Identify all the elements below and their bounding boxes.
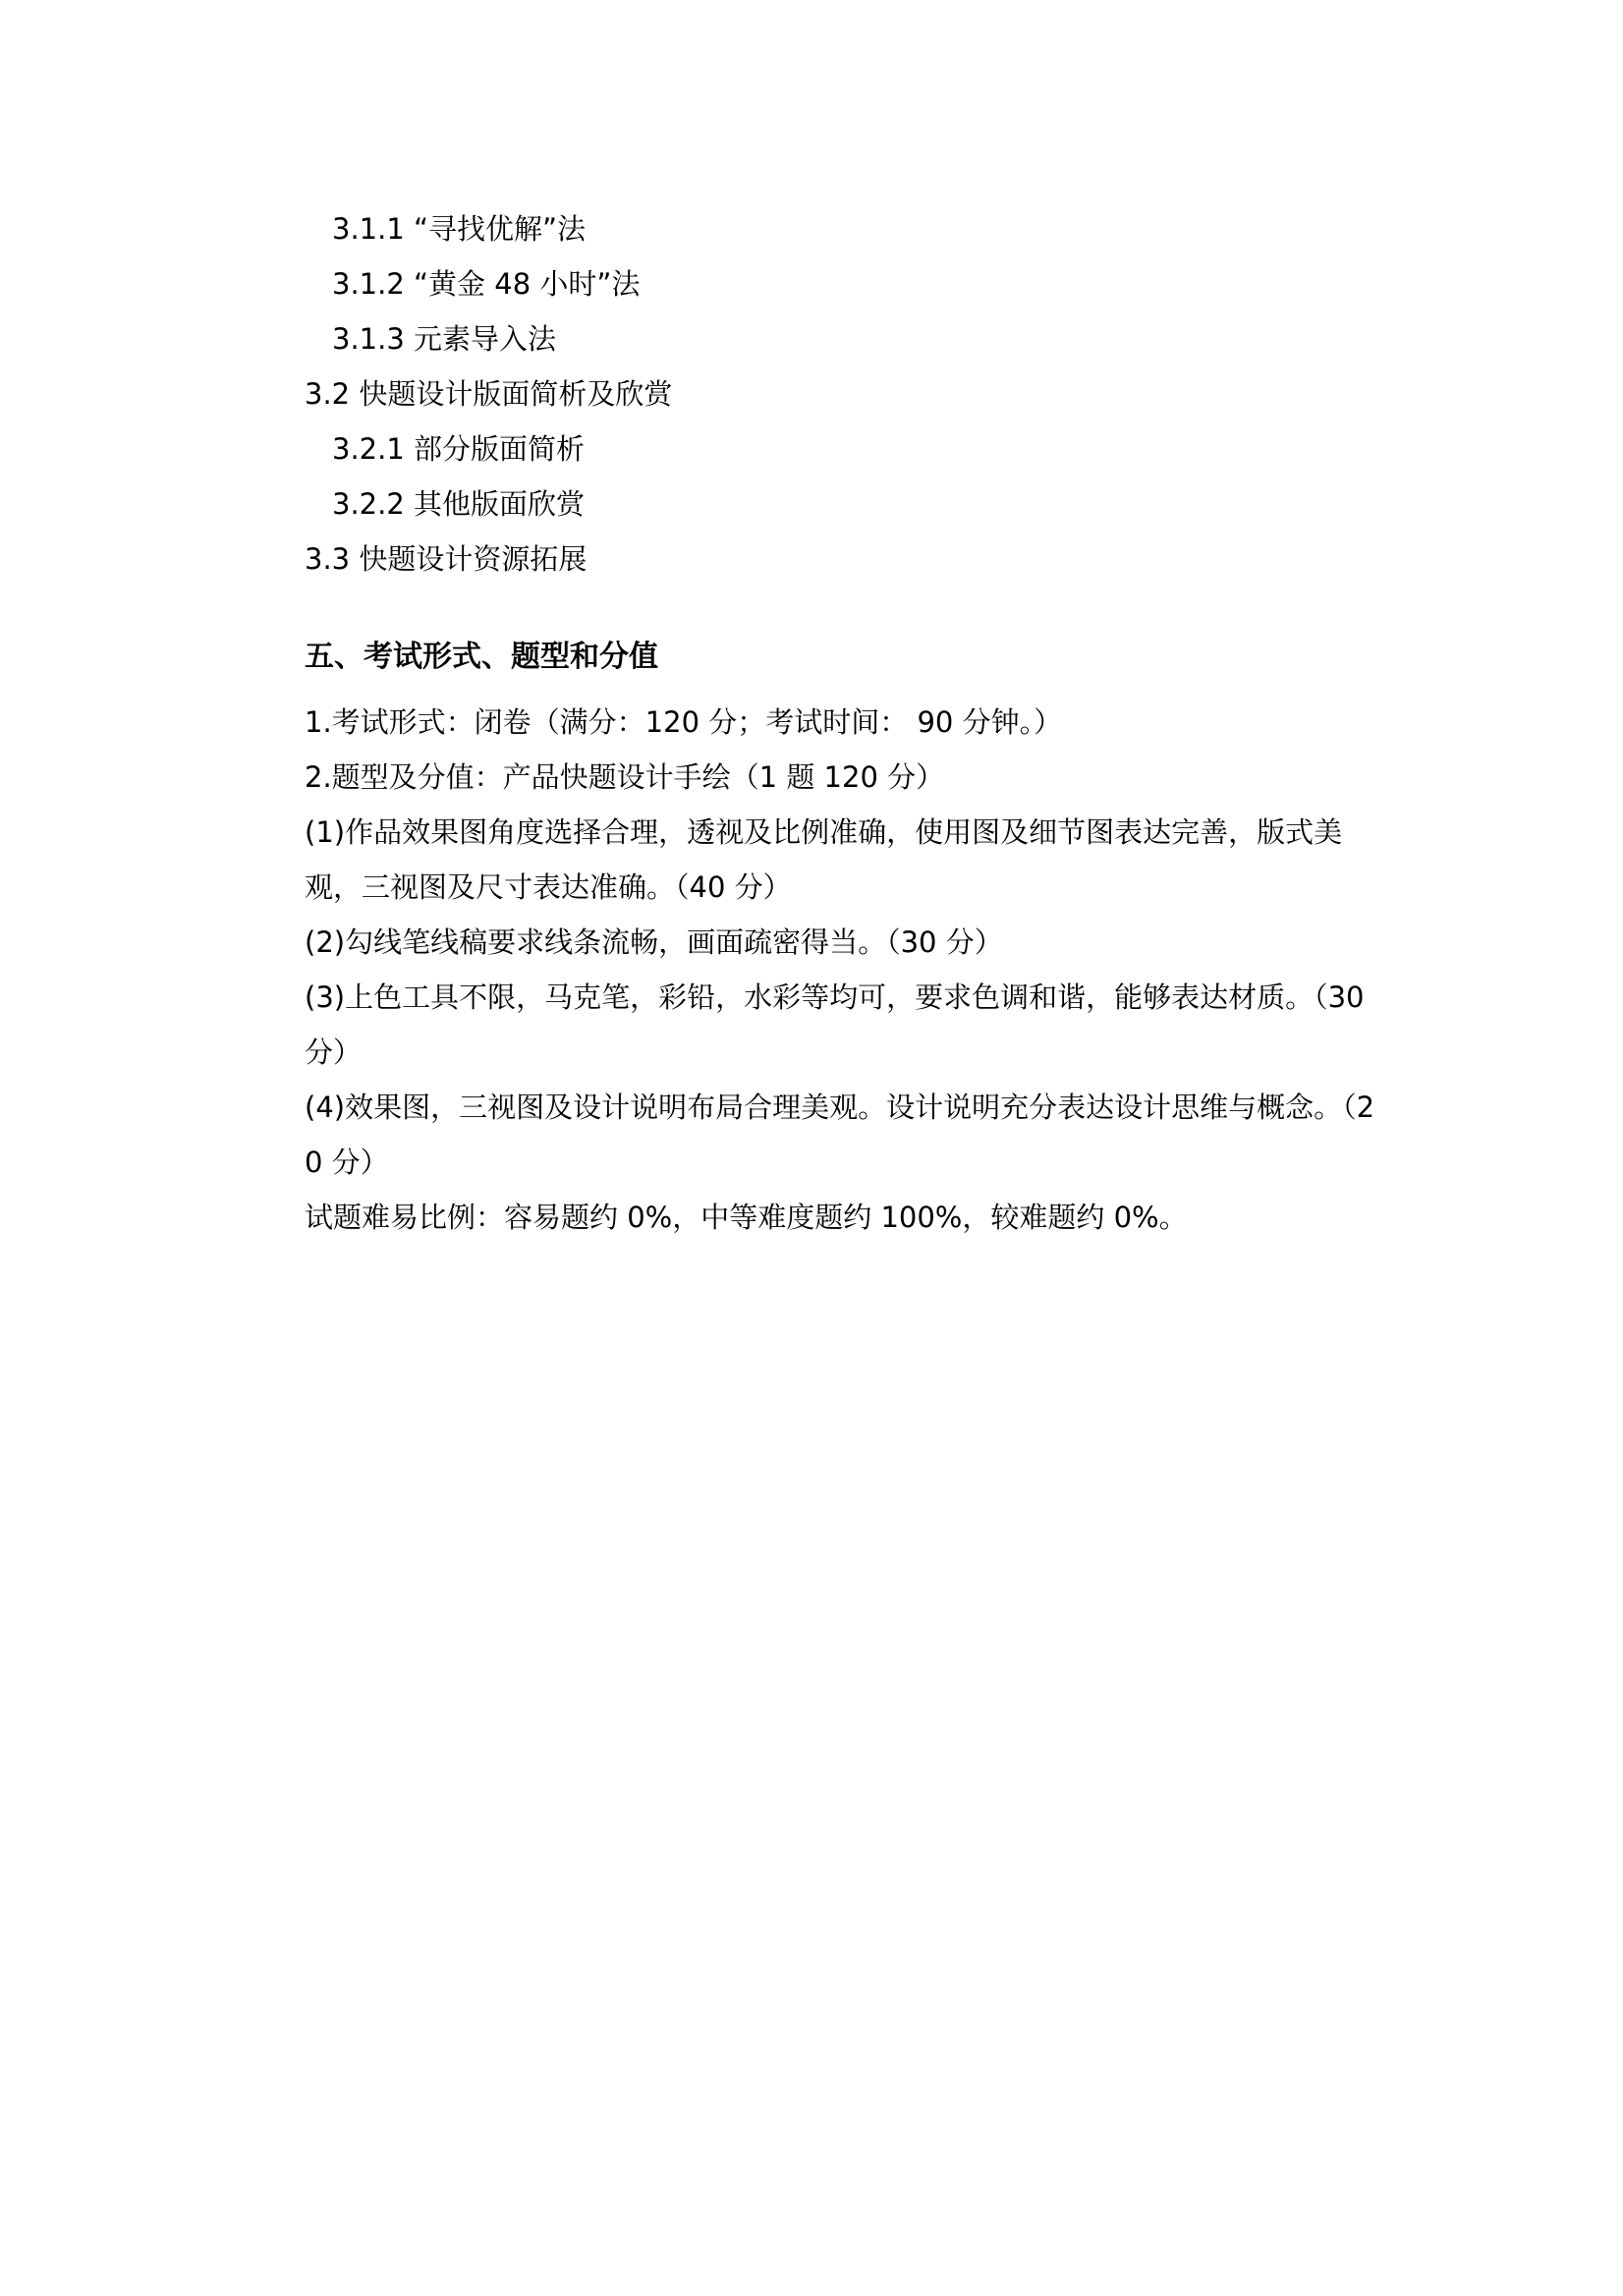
outline-item-3-1-1: 3.1.1 “寻找优解”法 bbox=[332, 212, 587, 246]
criterion-item-4: (4)效果图，三视图及设计说明布局合理美观。设计说明充分表达设计思维与概念。（20 分） bbox=[305, 1091, 1375, 1179]
outline-item-3-2: 3.2 快题设计版面简析及欣赏 bbox=[305, 377, 673, 411]
outline-item-3-1-3: 3.1.3 元素导入法 bbox=[332, 322, 557, 356]
section-heading: 五、考试形式、题型和分值 bbox=[305, 640, 658, 674]
outline-item-3-2-2: 3.2.2 其他版面欣赏 bbox=[332, 487, 586, 521]
criterion-item-1: (1)作品效果图角度选择合理，透视及比例准确，使用图及细节图表达完善，版式美观，三视图及尺寸表达准确。（40 分） bbox=[305, 815, 1343, 904]
document-content bbox=[305, 201, 1385, 1245]
outline-item-3-3: 3.3 快题设计资源拓展 bbox=[305, 542, 588, 576]
criterion-item-3: (3)上色工具不限，马克笔，彩铅，水彩等均可，要求色调和谐，能够表达材质。（30 分） bbox=[305, 980, 1365, 1069]
outline-item-3-2-1: 3.2.1 部分版面简析 bbox=[332, 432, 586, 466]
difficulty-ratio: 试题难易比例：容易题约 0%，中等难度题约 100%，较难题约 0%。 bbox=[305, 1201, 1188, 1234]
question-type-item: 2.题型及分值：产品快题设计手绘（1 题 120 分） bbox=[305, 760, 945, 794]
criterion-item-2: (2)勾线笔线稿要求线条流畅，画面疏密得当。（30 分） bbox=[305, 925, 1003, 959]
exam-format-item: 1.考试形式：闭卷（满分：120 分；考试时间： 90 分钟。） bbox=[305, 705, 1063, 739]
outline-item-3-1-2: 3.1.2 “黄金 48 小时”法 bbox=[332, 267, 641, 301]
